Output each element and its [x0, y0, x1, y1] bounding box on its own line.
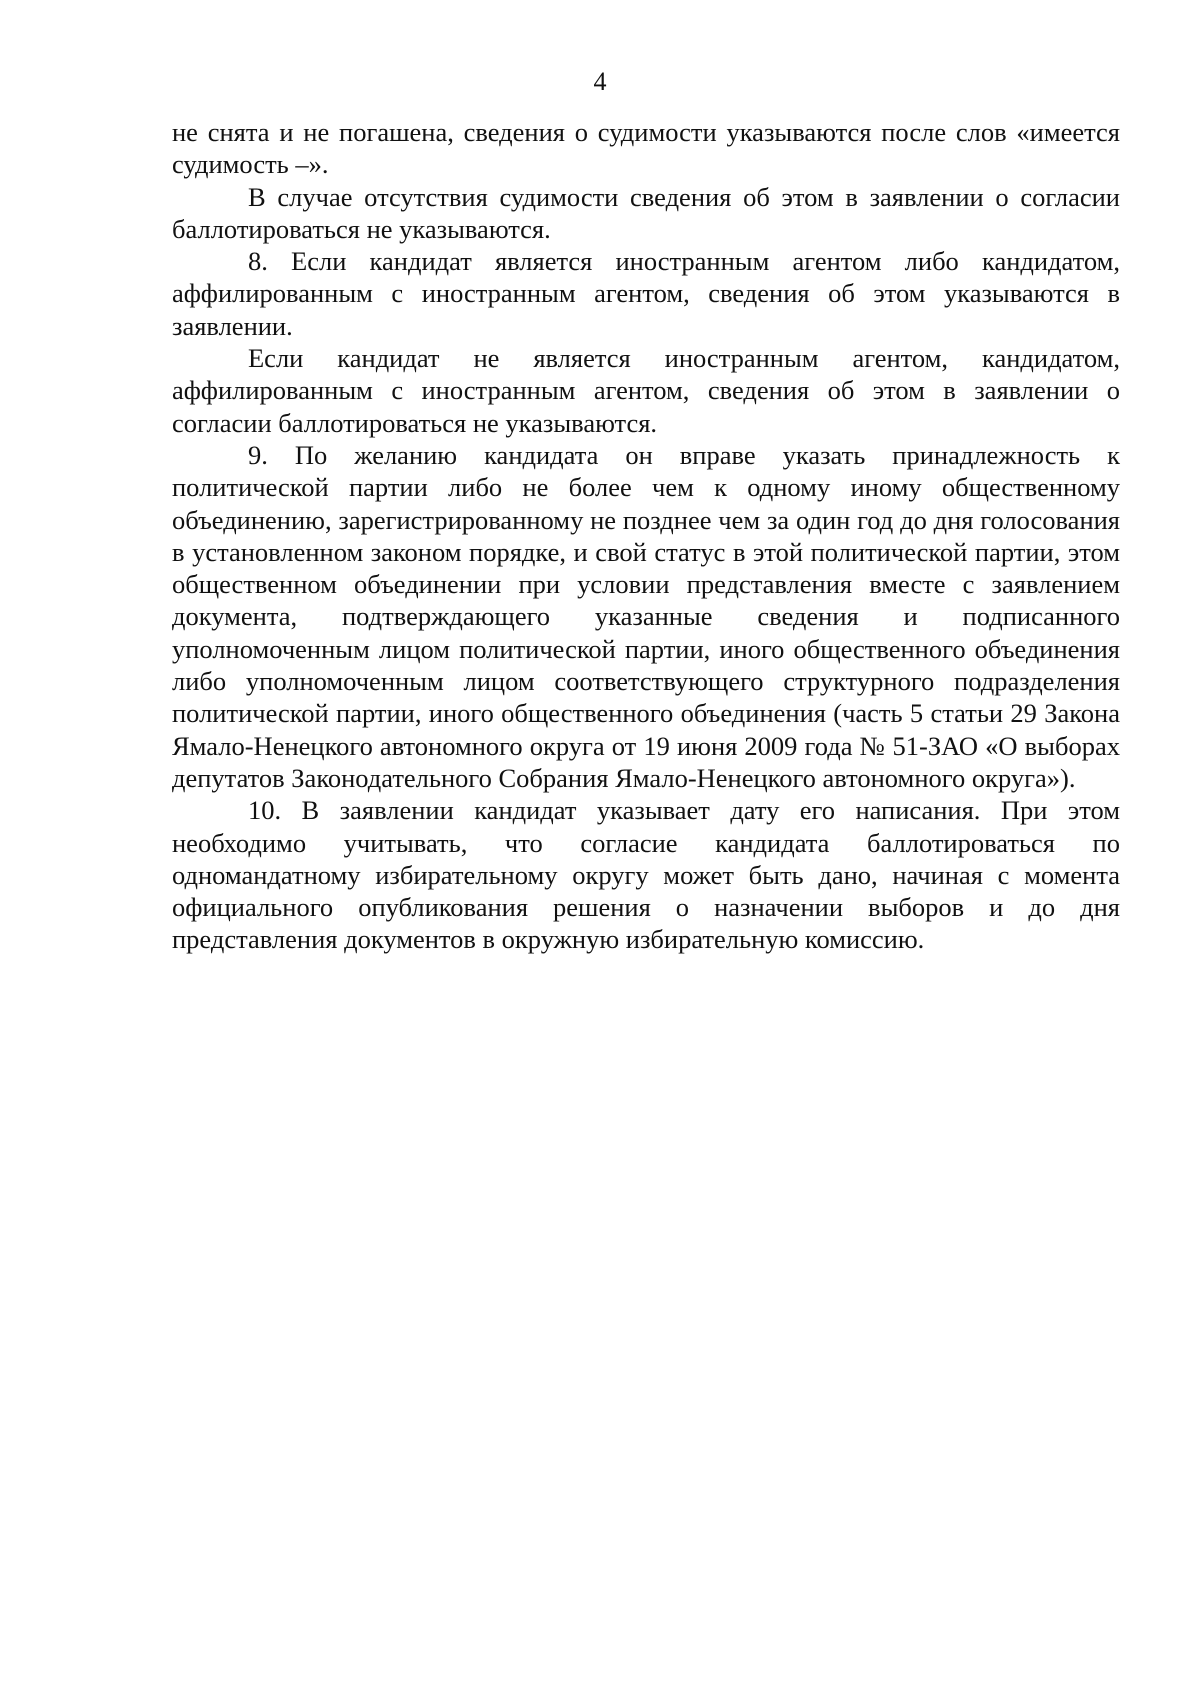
paragraph-no-conviction: В случае отсутствия судимости сведения об этом в заявлении о согласии баллотироваться не указываются.	[172, 181, 1120, 244]
document-body	[172, 116, 1120, 956]
page-number: 4	[593, 67, 607, 96]
paragraph-conviction-continued: не снята и не погашена, сведения о судимости указываются после слов «имеется судимость –».	[172, 117, 1120, 180]
paragraph-not-foreign-agent: Если кандидат не является иностранным агентом, кандидатом, аффилированным с иностранным агентом, сведения об этом в заявлении о согласии баллотироваться не указываются.	[172, 343, 1120, 438]
paragraph-item-10: 10. В заявлении кандидат указывает дату его написания. При этом необходимо учитывать, что согласие кандидата баллотироваться по одномандатному избирательному округу может быть дано, начиная с момента официального опубликования решения о назначении выборов и до дня представления документов в окружную избирательную комиссию.	[172, 795, 1120, 955]
paragraph-item-9: 9. По желанию кандидата он вправе указать принадлежность к политической партии либо не более чем к одному иному общественному объединению, зарегистрированному не позднее чем за один год до дня голосования в установленном законом порядке, и свой статус в этой политической партии, этом общественном объединении при условии представления вместе с заявлением документа, подтверждающего указанные сведения и подписанного уполномоченным лицом политической партии, иного общественного объединения либо уполномоченным лицом соответствующего структурного подразделения политической партии, иного общественного объединения (часть 5 статьи 29 Закона Ямало-Ненецкого автономного округа от 19 июня 2009 года № 51-ЗАО «О выборах депутатов Законодательного Собрания Ямало-Ненецкого автономного округа»).	[172, 439, 1120, 793]
paragraph-item-8: 8. Если кандидат является иностранным агентом либо кандидатом, аффилированным с иностранным агентом, сведения об этом указываются в заявлении.	[172, 246, 1120, 341]
